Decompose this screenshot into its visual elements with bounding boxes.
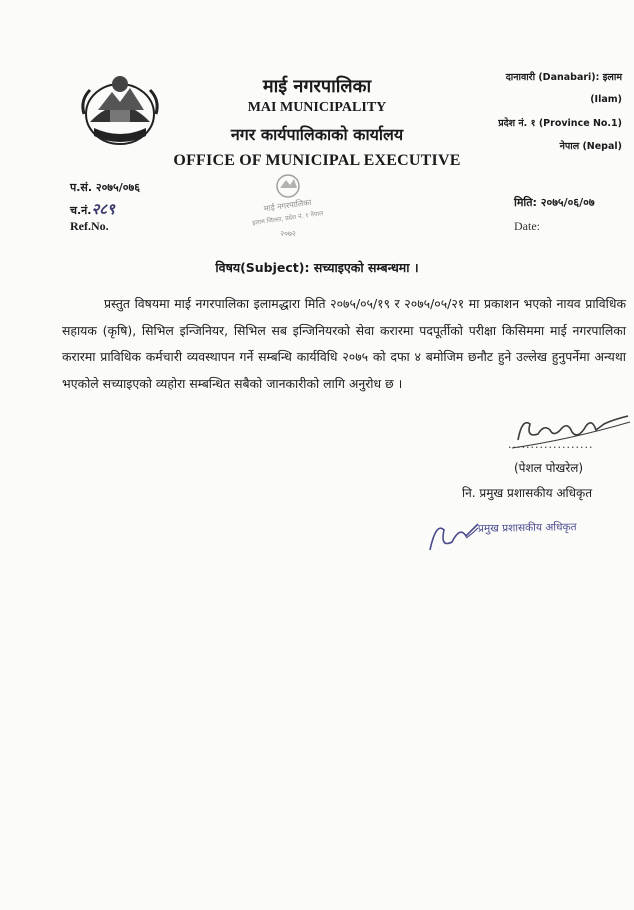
stamp-line-1: माई नगरपालिका bbox=[263, 197, 312, 214]
address-line-3: प्रदेश नं. १ (Province No.1) bbox=[498, 118, 622, 129]
stamp-line-3: २०७२ bbox=[280, 229, 296, 238]
date-nepali: मिति: २०७५/०६/०७ bbox=[514, 196, 595, 209]
address-line-2: (Ilam) bbox=[590, 94, 622, 105]
date-label-english: Date: bbox=[514, 219, 540, 233]
stamp-emblem-icon bbox=[277, 175, 299, 197]
municipality-name-nepali: माई नगरपालिका bbox=[262, 76, 372, 97]
signature-dotted-line: ................... bbox=[508, 438, 594, 451]
letter-body: प्रस्तुत विषयमा माई नगरपालिका इलामद्धारा मिति २०७५/०५/१९ र २०७५/०५/२१ मा प्रकाशन भएको नायव प्राविधिक सहायक (कृषि), सिभिल इन्जिनियर, सिभिल सब इन्जिनियरको सेवा करारमा पदपूर्तीको परीक्षा किसिममा माई नगरपालिका करारमा प्राविधिक कर्मचारी व्यवस्थापन गर्ने सम्बन्धि कार्यविधि २०७५ को दफा ४ बमोजिम छनौट हुने उल्लेख हुनुपर्नेमा अन्यथा भएकोले सच्याइएको व्यहोरा सम्बन्धित सबैको जानकारीको लागि अनुरोध छ । bbox=[62, 296, 626, 391]
seal-title-text: प्रमुख प्रशासकीय अधिकृत bbox=[477, 521, 577, 535]
ref-no-label: Ref.No. bbox=[70, 219, 109, 233]
subject-line: विषय(Subject): सच्याइएको सम्बन्धमा । bbox=[215, 260, 419, 275]
dispatch-label: च.नं. bbox=[70, 204, 92, 217]
office-stamp bbox=[250, 170, 326, 246]
municipality-name-english: MAI MUNICIPALITY bbox=[247, 100, 387, 115]
office-name-english: OFFICE OF MUNICIPAL EXECUTIVE bbox=[173, 152, 461, 169]
address-line-4: नेपाल (Nepal) bbox=[559, 141, 622, 152]
dispatch-number bbox=[70, 199, 115, 219]
signatory-name: (पेशल पोखरेल) bbox=[514, 461, 584, 475]
stamp-line-2: इलाम जिल्ला, प्रदेश नं. १ नेपाल bbox=[251, 210, 324, 227]
dispatch-value: २८९ bbox=[91, 200, 115, 218]
signatory-title: नि. प्रमुख प्रशासकीय अधिकृत bbox=[462, 486, 593, 500]
office-name-nepali: नगर कार्यपालिकाको कार्यालय bbox=[230, 125, 404, 144]
address-line-1: दानावारी (Danabari): इलाम bbox=[505, 72, 622, 83]
fiscal-year: प.सं. २०७५/०७६ bbox=[70, 181, 140, 194]
